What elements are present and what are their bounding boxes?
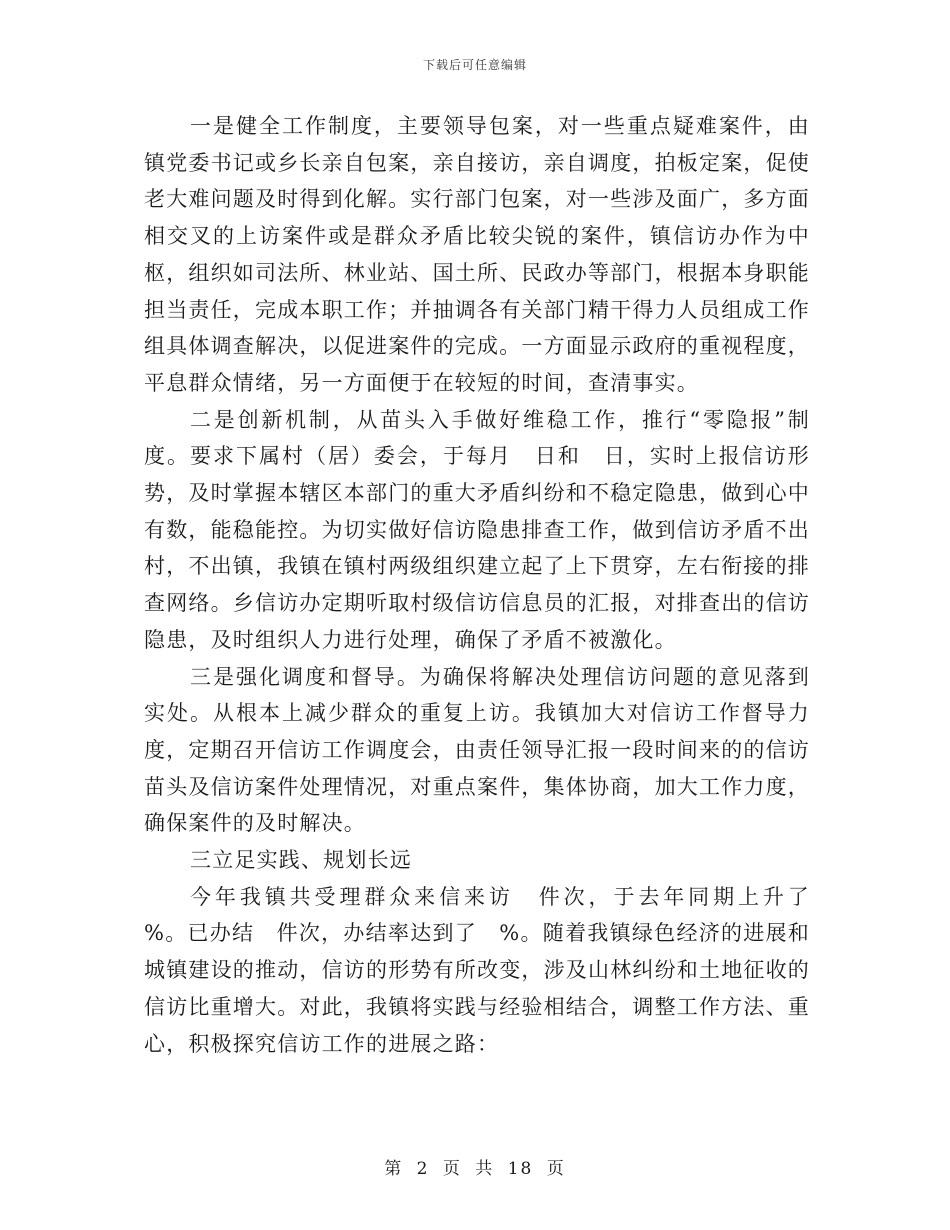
paragraph-annual-statistics: 今年我镇共受理群众来信来访 件次，于去年同期上升了 %。已办结 件次，办结率达到了 %。随着我镇绿色经济的进展和城镇建设的推动，信访的形势有所改变，涉及山林纠纷和土地征收的信访比重增大。对此，我镇将实践与经验相结合，调整工作方法、重心，积极探究信访工作的进展之路： — [144, 884, 833, 1056]
section-heading-practice: 三立足实践、规划长远 — [190, 848, 412, 873]
paragraph-work-system: 一是健全工作制度，主要领导包案，对一些重点疑难案件，由镇党委书记或乡长亲自包案，亲自接访，亲自调度，拍板定案，促使老大难问题及时得到化解。实行部门包案，对一些涉及面广，多方面相交叉的上访案件或是群众矛盾比较尖锐的案件，镇信访办作为中枢，组织如司法所、林业站、国土所、民政办等部门，根据本身职能担当责任，完成本职工作；并抽调各有关部门精干得力人员组成工作组具体调查解决，以促进案件的完成。一方面显示政府的重视程度，平息群众情绪，另一方面便于在较短的时间，查清事实。 — [144, 114, 810, 395]
page-number: 第 2 页 共 18 页 — [384, 1159, 566, 1179]
document-body — [144, 108, 833, 1062]
page-header-note: 下载后可任意编辑 — [422, 58, 527, 72]
paragraph-dispatch-supervision: 三是强化调度和督导。为确保将解决处理信访问题的意见落到实处。从根本上减少群众的重复上访。我镇加大对信访工作督导力度，定期召开信访工作调度会，由责任领导汇报一段时间来的的信访苗头及信访案件处理情况，对重点案件，集体协商，加大工作力度，确保案件的及时解决。 — [144, 664, 810, 836]
paragraph-innovation-mechanism: 二是创新机制，从苗头入手做好维稳工作，推行“零隐报”制度。要求下属村（居）委会，于每月 日和 日，实时上报信访形势，及时掌握本辖区本部门的重大矛盾纠纷和不稳定隐患，做到心中有数，能稳能控。为切实做好信访隐患排查工作，做到信访矛盾不出村，不出镇，我镇在镇村两级组织建立起了上下贯穿，左右衔接的排查网络。乡信访办定期听取村级信访信息员的汇报，对排查出的信访隐患，及时组织人力进行处理，确保了矛盾不被激化。 — [144, 407, 810, 652]
